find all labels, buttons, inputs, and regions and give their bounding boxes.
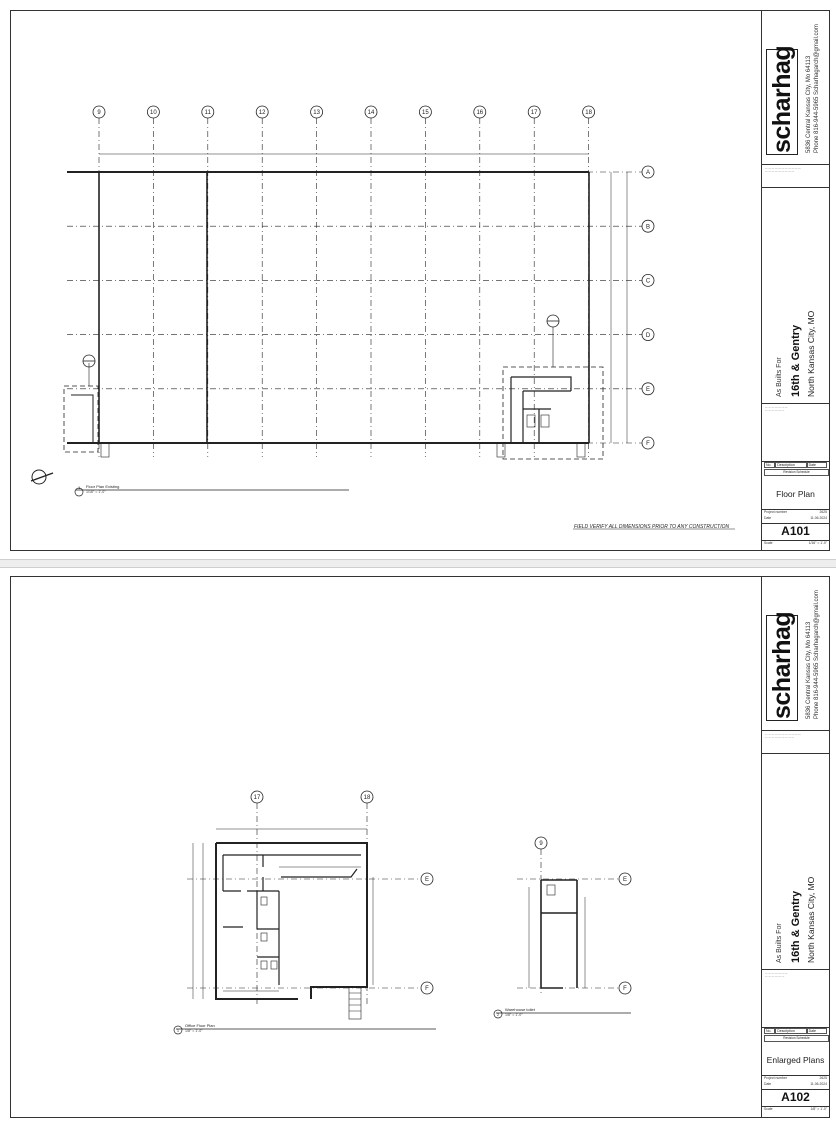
svg-text:D: D [645, 332, 651, 339]
drawing-b-number: 2 [497, 1013, 499, 1017]
grid-column-bubble [256, 106, 268, 118]
svg-text:15: 15 [422, 110, 429, 117]
svg-text:18: 18 [363, 795, 371, 802]
date-row: Date 11.06.2024 [764, 516, 827, 520]
sheet-number: A101 [781, 524, 810, 538]
revision-table-header: No. Description Date [764, 462, 827, 468]
svg-text:F: F [646, 441, 650, 448]
drawing-b-scale: 1/8" = 1'-0" [505, 1013, 523, 1017]
svg-text:11: 11 [204, 110, 211, 117]
project-number-row: Project number 2625 [764, 510, 827, 514]
grid-row-bubble [619, 982, 631, 994]
project-location: North Kansas City, MO [806, 310, 816, 397]
svg-text:17: 17 [253, 795, 261, 802]
grid-row-bubble [642, 437, 654, 449]
firm-address: 5836 Central Kansas City, Mo 64113 [806, 621, 812, 719]
grid-column-bubble [419, 106, 431, 118]
project-title: 16th & Gentry [790, 324, 802, 397]
license-note: — — — — — — — — — — — — — [765, 972, 788, 978]
grid-column-bubble [93, 106, 105, 118]
svg-text:16: 16 [476, 110, 484, 117]
svg-text:E: E [622, 877, 628, 884]
svg-text:18: 18 [585, 110, 592, 117]
grid-row-bubble [642, 329, 654, 341]
revision-schedule-row: Revision Schedule [764, 469, 829, 476]
grid-column-bubble [147, 106, 159, 118]
revision-schedule-row: Revision Schedule [764, 1035, 829, 1042]
license-note: — — — — — — — — — — — — — [765, 406, 788, 412]
firm-phone: Phone 816-944-5965 Scharhagarch@gmail.com [814, 24, 820, 153]
field-verify-note: FIELD VERIFY ALL DIMENSIONS PRIOR TO ANY CONSTRUCTION [574, 524, 730, 530]
scale-row: Scale 1/16" = 1'-0" [764, 541, 827, 545]
svg-text:C: C [645, 278, 651, 285]
grid-row-bubble [642, 383, 654, 395]
drawing-a-title: Office Floor Plan [185, 1023, 215, 1028]
title-block [761, 577, 829, 1117]
firm-logo: scharhag [768, 45, 796, 153]
sheet-separator [0, 559, 836, 568]
title-block [761, 11, 829, 550]
grid-column-bubble [365, 106, 377, 118]
sheet-name: Floor Plan [776, 489, 815, 499]
drawing-a-scale: 1/8" = 1'-0" [185, 1029, 203, 1033]
svg-text:9: 9 [539, 841, 543, 848]
grid-row-bubble [619, 873, 631, 885]
drawing-a-number: 1 [177, 1029, 179, 1033]
enlarged-plans-drawing [11, 577, 761, 1117]
svg-text:14: 14 [367, 110, 375, 117]
grid-row-bubble [642, 274, 654, 286]
grid-column-bubble [202, 106, 214, 118]
drawing-scale: 1/16" = 1'-0" [86, 490, 106, 494]
scale-row: Scale 1/8" = 1'-0" [764, 1107, 827, 1111]
svg-text:17: 17 [530, 110, 538, 117]
floor-plan-drawing [11, 11, 761, 550]
svg-text:9: 9 [97, 110, 101, 117]
as-built-label: As Builts For [776, 923, 783, 963]
svg-text:10: 10 [150, 110, 157, 117]
sheet-number: A102 [781, 1090, 810, 1104]
drawing-number: 1 [78, 485, 81, 490]
drawing-title: Floor Plan Existing [86, 484, 120, 489]
svg-text:12: 12 [258, 110, 266, 117]
firm-phone: Phone 816-944-5965 Scharhagarch@gmail.com [814, 590, 820, 719]
firm-logo: scharhag [768, 611, 796, 719]
grid-column-bubble [528, 106, 540, 118]
grid-row-bubble [642, 166, 654, 178]
grid-column-bubble [474, 106, 486, 118]
as-built-label: As Builts For [776, 357, 783, 397]
firm-address: 5836 Central Kansas City, Mo 64113 [806, 55, 812, 153]
revision-table-header: No. Description Date [764, 1028, 827, 1034]
svg-text:A: A [645, 170, 651, 177]
grid-row-bubble [421, 982, 433, 994]
svg-text:E: E [424, 877, 430, 884]
svg-text:13: 13 [313, 110, 320, 117]
grid-column-bubble [535, 837, 547, 849]
svg-text:F: F [425, 986, 429, 993]
project-location: North Kansas City, MO [806, 876, 816, 963]
grid-row-bubble [642, 220, 654, 232]
sheet-a101 [10, 10, 830, 551]
svg-text:E: E [645, 387, 651, 393]
date-row: Date 11.06.2024 [764, 1082, 827, 1086]
grid-column-bubble [361, 791, 373, 803]
svg-text:F: F [623, 986, 627, 993]
copyright-note: — — — — — — — — — — — — — — — — — — — — [765, 733, 801, 739]
grid-column-bubble [251, 791, 263, 803]
svg-text:B: B [645, 224, 651, 231]
grid-row-bubble [421, 873, 433, 885]
sheet-a102 [10, 576, 830, 1118]
grid-column-bubble [583, 106, 595, 118]
drawing-b-title: Warehouse toilet [505, 1007, 535, 1012]
project-title: 16th & Gentry [790, 890, 802, 963]
sheet-name: Enlarged Plans [766, 1055, 825, 1065]
grid-column-bubble [311, 106, 323, 118]
project-number-row: Project number 2625 [764, 1076, 827, 1080]
copyright-note: — — — — — — — — — — — — — — — — — — — — [765, 167, 801, 173]
